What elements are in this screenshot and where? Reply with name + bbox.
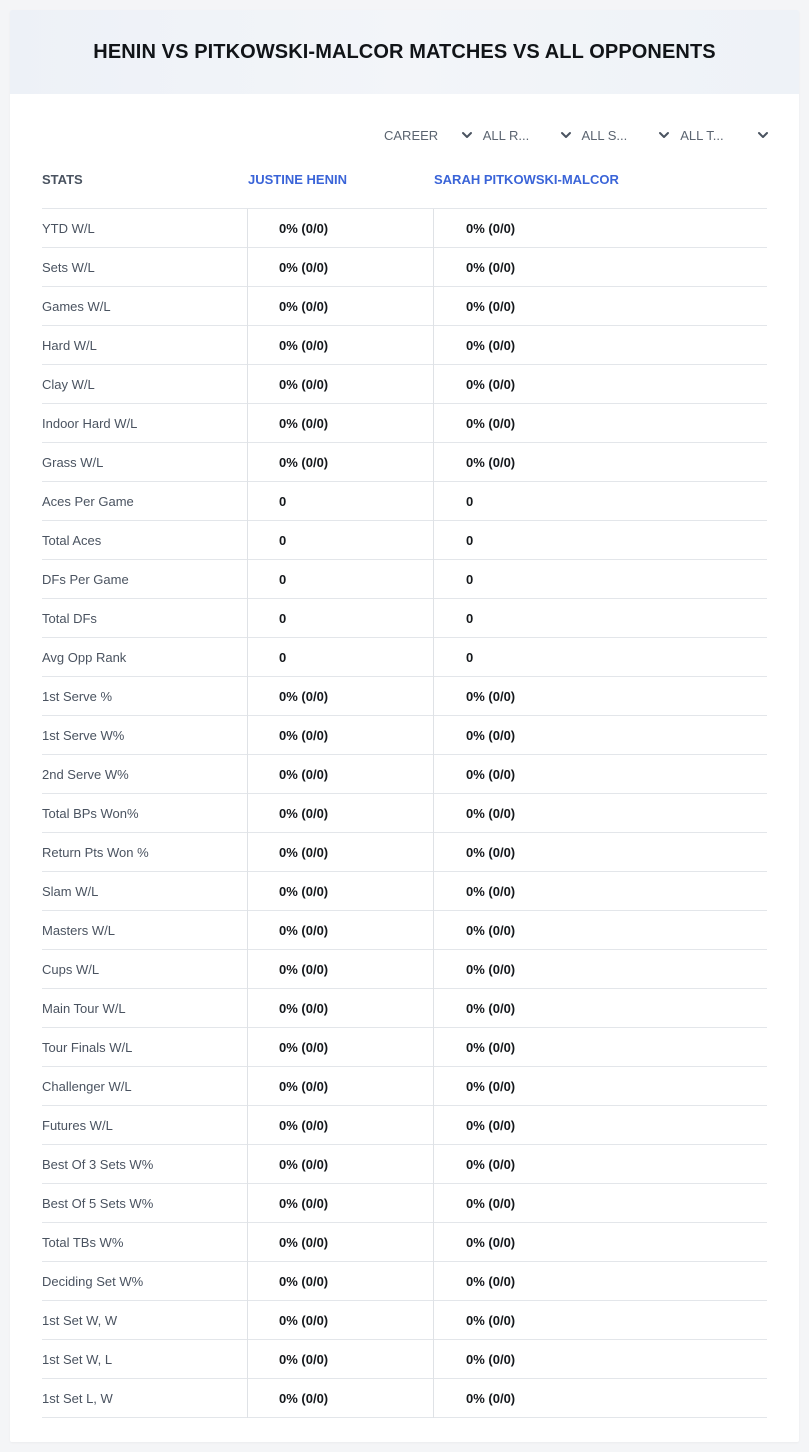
- column-divider: [247, 365, 248, 404]
- player2-stat-value: 0% (0/0): [466, 767, 516, 782]
- stat-label: 1st Set W, W: [42, 1313, 118, 1328]
- table-row: [42, 872, 767, 911]
- stat-label: Avg Opp Rank: [42, 650, 127, 665]
- stat-label: Futures W/L: [42, 1118, 113, 1133]
- player2-link[interactable]: SARAH PITKOWSKI-MALCOR: [434, 172, 619, 187]
- player2-stat-value: 0% (0/0): [466, 338, 516, 353]
- column-divider: [247, 872, 248, 911]
- stat-label: YTD W/L: [42, 221, 95, 236]
- player1-stat-value: 0% (0/0): [279, 455, 329, 470]
- player1-stat-value: 0% (0/0): [279, 416, 329, 431]
- player1-stat-value: 0% (0/0): [279, 845, 329, 860]
- column-divider: [247, 989, 248, 1028]
- column-divider: [247, 755, 248, 794]
- player2-stat-value: 0: [466, 650, 474, 665]
- table-row: [42, 1223, 767, 1262]
- table-row: [42, 911, 767, 950]
- filter-period-value: CAREER: [384, 128, 439, 143]
- stats-card: [10, 10, 799, 1442]
- column-divider: [433, 599, 434, 638]
- table-row: [42, 443, 767, 482]
- player2-stat-value: 0% (0/0): [466, 884, 516, 899]
- player2-stat-value: 0: [466, 572, 474, 587]
- player2-stat-value: 0% (0/0): [466, 1196, 516, 1211]
- player1-stat-value: 0% (0/0): [279, 377, 329, 392]
- player2-stat-value: 0% (0/0): [466, 299, 516, 314]
- player2-stat-value: 0% (0/0): [466, 1040, 516, 1055]
- stats-table: [42, 208, 767, 1418]
- table-row: [42, 1184, 767, 1223]
- table-row: [42, 1028, 767, 1067]
- column-divider: [433, 989, 434, 1028]
- player1-stat-value: 0% (0/0): [279, 884, 329, 899]
- chevron-down-icon: [757, 129, 769, 141]
- player1-stat-value: 0% (0/0): [279, 1391, 329, 1406]
- column-divider: [247, 326, 248, 365]
- column-divider: [433, 1106, 434, 1145]
- table-row: [42, 1106, 767, 1145]
- table-row: [42, 950, 767, 989]
- table-row: [42, 248, 767, 287]
- table-row: [42, 1340, 767, 1379]
- table-row: [42, 638, 767, 677]
- column-divider: [433, 716, 434, 755]
- player1-stat-value: 0% (0/0): [279, 1313, 329, 1328]
- player1-stat-value: 0% (0/0): [279, 1196, 329, 1211]
- stat-label: Return Pts Won %: [42, 845, 149, 860]
- table-row: [42, 287, 767, 326]
- stat-label: Aces Per Game: [42, 494, 134, 509]
- column-divider: [433, 950, 434, 989]
- chevron-down-icon: [461, 129, 473, 141]
- player2-stat-value: 0% (0/0): [466, 416, 516, 431]
- table-row: [42, 365, 767, 404]
- stat-label: Clay W/L: [42, 377, 95, 392]
- player2-stat-value: 0: [466, 533, 474, 548]
- player1-stat-value: 0: [279, 572, 287, 587]
- column-divider: [433, 1262, 434, 1301]
- table-row: [42, 1145, 767, 1184]
- stat-label: Best Of 5 Sets W%: [42, 1196, 154, 1211]
- player1-stat-value: 0: [279, 650, 287, 665]
- table-row: [42, 989, 767, 1028]
- column-divider: [433, 677, 434, 716]
- column-divider: [247, 1262, 248, 1301]
- table-row: [42, 833, 767, 872]
- table-row: [42, 794, 767, 833]
- player1-stat-value: 0% (0/0): [279, 689, 329, 704]
- player2-stat-value: 0% (0/0): [466, 845, 516, 860]
- column-divider: [433, 560, 434, 599]
- player1-stat-value: 0% (0/0): [279, 1235, 329, 1250]
- table-row: [42, 521, 767, 560]
- column-divider: [247, 950, 248, 989]
- column-divider: [433, 365, 434, 404]
- filter-tournament-value: ALL T...: [680, 128, 724, 143]
- column-divider: [247, 287, 248, 326]
- stat-label: Total DFs: [42, 611, 97, 626]
- filter-surface-select[interactable]: [582, 126, 671, 146]
- column-divider: [247, 1340, 248, 1379]
- player2-stat-value: 0% (0/0): [466, 923, 516, 938]
- player1-stat-value: 0% (0/0): [279, 299, 329, 314]
- column-divider: [247, 482, 248, 521]
- player1-stat-value: 0% (0/0): [279, 1157, 329, 1172]
- player2-stat-value: 0% (0/0): [466, 1001, 516, 1016]
- column-divider: [247, 794, 248, 833]
- player2-stat-value: 0% (0/0): [466, 377, 516, 392]
- chevron-down-icon: [560, 129, 572, 141]
- filter-surface-value: ALL S...: [581, 128, 628, 143]
- player1-stat-value: 0% (0/0): [279, 221, 329, 236]
- column-divider: [433, 911, 434, 950]
- column-divider: [247, 911, 248, 950]
- player2-stat-value: 0% (0/0): [466, 1391, 516, 1406]
- stat-label: Challenger W/L: [42, 1079, 132, 1094]
- column-divider: [247, 560, 248, 599]
- stat-label: Sets W/L: [42, 260, 95, 275]
- column-divider: [433, 1145, 434, 1184]
- stat-label: Deciding Set W%: [42, 1274, 144, 1289]
- column-divider: [433, 1301, 434, 1340]
- player1-link[interactable]: JUSTINE HENIN: [248, 172, 347, 187]
- column-divider: [247, 1184, 248, 1223]
- column-divider: [247, 443, 248, 482]
- player1-stat-value: 0: [279, 611, 287, 626]
- player1-stat-value: 0% (0/0): [279, 1118, 329, 1133]
- column-divider: [247, 1106, 248, 1145]
- player1-stat-value: 0% (0/0): [279, 338, 329, 353]
- column-divider: [247, 677, 248, 716]
- column-divider: [433, 833, 434, 872]
- column-divider: [433, 1340, 434, 1379]
- stat-label: Indoor Hard W/L: [42, 416, 138, 431]
- column-divider: [247, 1145, 248, 1184]
- column-divider: [247, 248, 248, 287]
- table-row: [42, 599, 767, 638]
- player2-stat-value: 0% (0/0): [466, 1079, 516, 1094]
- filter-round-value: ALL R...: [482, 128, 530, 143]
- player2-stat-value: 0% (0/0): [466, 1274, 516, 1289]
- filter-round-select[interactable]: [483, 126, 572, 146]
- player2-stat-value: 0% (0/0): [466, 728, 516, 743]
- column-divider: [433, 755, 434, 794]
- stat-label: Total BPs Won%: [42, 806, 139, 821]
- column-divider: [433, 248, 434, 287]
- player1-stat-value: 0% (0/0): [279, 1040, 329, 1055]
- player1-stat-value: 0% (0/0): [279, 1079, 329, 1094]
- stat-label: Masters W/L: [42, 923, 115, 938]
- stat-label: Grass W/L: [42, 455, 104, 470]
- player2-stat-value: 0: [466, 611, 474, 626]
- card-header: [10, 10, 799, 94]
- player2-stat-value: 0% (0/0): [466, 1235, 516, 1250]
- stat-label: Games W/L: [42, 299, 111, 314]
- column-divider: [247, 1067, 248, 1106]
- stat-label: Main Tour W/L: [42, 1001, 126, 1016]
- player2-stat-value: 0% (0/0): [466, 1118, 516, 1133]
- player1-stat-value: 0% (0/0): [279, 767, 329, 782]
- player1-stat-value: 0: [279, 494, 287, 509]
- column-divider: [247, 521, 248, 560]
- table-row: [42, 1067, 767, 1106]
- player1-stat-value: 0% (0/0): [279, 806, 329, 821]
- player1-stat-value: 0% (0/0): [279, 728, 329, 743]
- stat-label: 1st Serve W%: [42, 728, 125, 743]
- table-row: [42, 716, 767, 755]
- player1-stat-value: 0: [279, 533, 287, 548]
- column-divider: [433, 209, 434, 248]
- filter-period-select[interactable]: [384, 126, 473, 146]
- player2-stat-value: 0% (0/0): [466, 689, 516, 704]
- player2-stat-value: 0% (0/0): [466, 1352, 516, 1367]
- table-row: [42, 209, 767, 248]
- column-divider: [433, 872, 434, 911]
- column-divider: [433, 794, 434, 833]
- player2-stat-value: 0% (0/0): [466, 1157, 516, 1172]
- player1-stat-value: 0% (0/0): [279, 1352, 329, 1367]
- player1-stat-value: 0% (0/0): [279, 260, 329, 275]
- stat-label: Tour Finals W/L: [42, 1040, 133, 1055]
- table-row: [42, 1379, 767, 1418]
- stat-label: 1st Serve %: [42, 689, 113, 704]
- filter-tournament-select[interactable]: [680, 126, 769, 146]
- player2-stat-value: 0% (0/0): [466, 455, 516, 470]
- stat-label: DFs Per Game: [42, 572, 129, 587]
- column-divider: [247, 716, 248, 755]
- table-row: [42, 482, 767, 521]
- column-divider: [247, 599, 248, 638]
- player2-stat-value: 0% (0/0): [466, 260, 516, 275]
- column-divider: [433, 1379, 434, 1418]
- column-divider: [247, 1028, 248, 1067]
- column-divider: [433, 443, 434, 482]
- player2-stat-value: 0% (0/0): [466, 962, 516, 977]
- player2-stat-value: 0% (0/0): [466, 806, 516, 821]
- stat-label: Best Of 3 Sets W%: [42, 1157, 154, 1172]
- column-divider: [247, 404, 248, 443]
- stat-label: Total TBs W%: [42, 1235, 124, 1250]
- table-row: [42, 677, 767, 716]
- column-divider: [247, 1301, 248, 1340]
- column-divider: [433, 1184, 434, 1223]
- stat-label: Total Aces: [42, 533, 102, 548]
- column-divider: [433, 638, 434, 677]
- player2-stat-value: 0% (0/0): [466, 1313, 516, 1328]
- column-divider: [433, 521, 434, 560]
- table-row: [42, 404, 767, 443]
- player1-stat-value: 0% (0/0): [279, 962, 329, 977]
- player1-stat-value: 0% (0/0): [279, 1274, 329, 1289]
- filter-bar: [384, 126, 769, 146]
- stats-column-header: STATS: [42, 172, 83, 187]
- column-divider: [433, 287, 434, 326]
- column-divider: [247, 209, 248, 248]
- column-divider: [433, 404, 434, 443]
- column-divider: [433, 1067, 434, 1106]
- table-row: [42, 755, 767, 794]
- column-divider: [433, 1223, 434, 1262]
- column-divider: [247, 833, 248, 872]
- column-divider: [247, 1379, 248, 1418]
- player1-stat-value: 0% (0/0): [279, 1001, 329, 1016]
- chevron-down-icon: [658, 129, 670, 141]
- stat-label: 2nd Serve W%: [42, 767, 129, 782]
- stat-label: Slam W/L: [42, 884, 99, 899]
- page-title: HENIN VS PITKOWSKI-MALCOR MATCHES VS ALL OPPONENTS: [93, 40, 716, 63]
- column-divider: [247, 1223, 248, 1262]
- player1-stat-value: 0% (0/0): [279, 923, 329, 938]
- table-row: [42, 560, 767, 599]
- stat-label: 1st Set L, W: [42, 1391, 113, 1406]
- player2-stat-value: 0: [466, 494, 474, 509]
- player2-stat-value: 0% (0/0): [466, 221, 516, 236]
- column-divider: [247, 638, 248, 677]
- column-divider: [433, 482, 434, 521]
- stat-label: Cups W/L: [42, 962, 100, 977]
- stat-label: Hard W/L: [42, 338, 97, 353]
- table-row: [42, 326, 767, 365]
- table-row: [42, 1262, 767, 1301]
- table-row: [42, 1301, 767, 1340]
- stat-label: 1st Set W, L: [42, 1352, 113, 1367]
- column-divider: [433, 326, 434, 365]
- column-divider: [433, 1028, 434, 1067]
